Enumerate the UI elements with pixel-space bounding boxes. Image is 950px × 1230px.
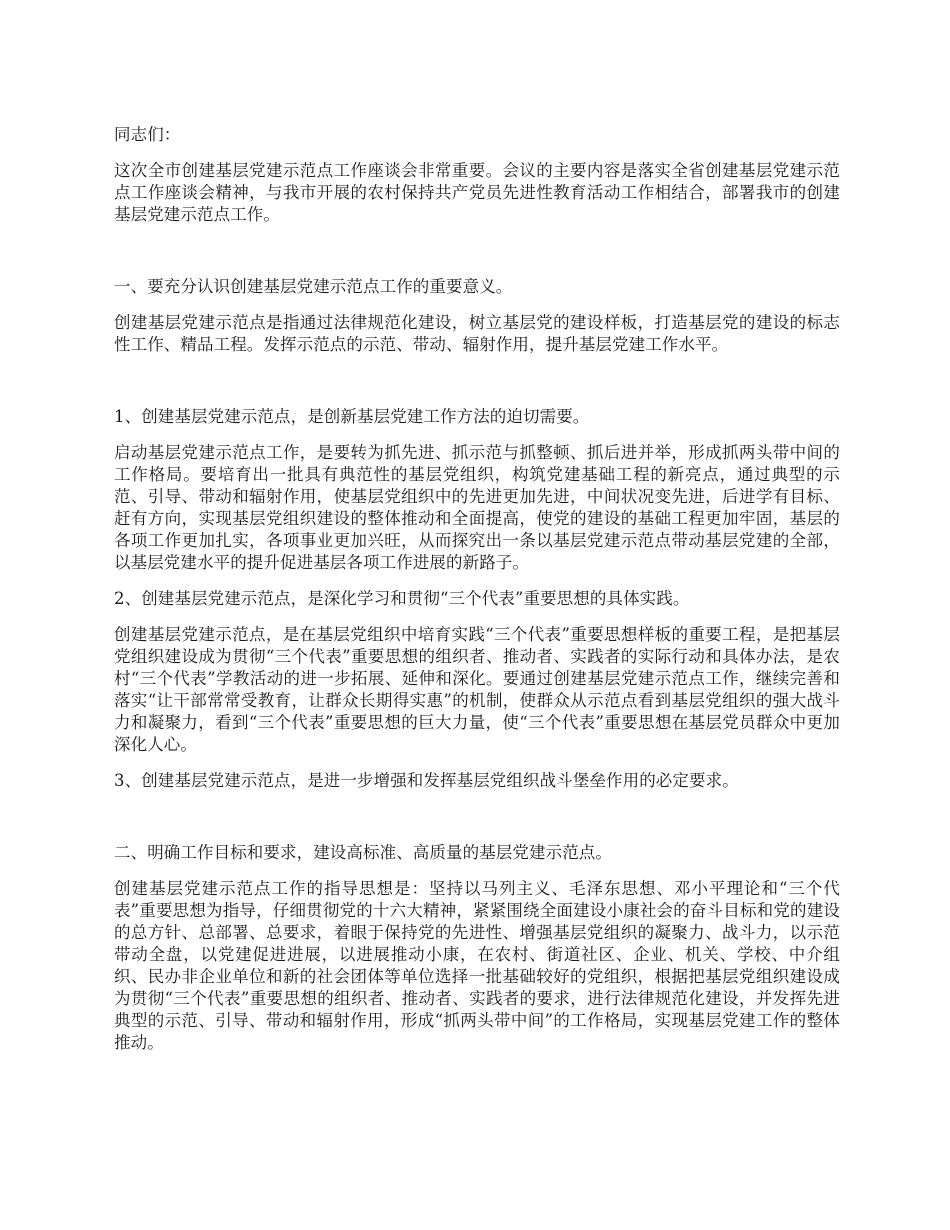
document-body [114, 124, 840, 1054]
paragraph: 创建基层党建示范点工作的指导思想是：坚持以马列主义、毛泽东思想、邓小平理论和“三个代表”重要思想为指导，仔细贯彻党的十六大精神，紧紧围绕全面建设小康社会的奋斗目标和党的建设的总方针、总部署、总要求，着眼于保持党的先进性、增强基层党组织的凝聚力、战斗力，以示范带动全盘，以党建促进进展，以进展推动小康，在农村、街道社区、企业、机关、学校、中介组织、民办非企业单位和新的社会团体等单位选择一批基础较好的党组织，根据把基层党组织建设成为贯彻“三个代表”重要思想的组织者、推动者、实践者的要求，进行法律规范化建设，并发挥先进典型的示范、引导、带动和辐射作用，形成“抓两头带中间”的工作格局，实现基层党建工作的整体推动。 [114, 879, 840, 1052]
salutation: 同志们： [114, 125, 181, 144]
subheading-2: 2、创建基层党建示范点，是深化学习和贯彻“三个代表”重要思想的具体实践。 [114, 589, 690, 608]
section-heading-1: 一、要充分认识创建基层党建示范点工作的重要意义。 [114, 277, 513, 296]
subheading-1: 1、创建基层党建示范点，是创新基层党建工作方法的迫切需要。 [114, 407, 590, 426]
subheading-3: 3、创建基层党建示范点，是进一步增强和发挥基层党组织战斗堡垒作用的必定要求。 [114, 771, 739, 790]
paragraph: 创建基层党建示范点是指通过法律规范化建设，树立基层党的建设样板，打造基层党的建设的标志性工作、精品工程。发挥示范点的示范、带动、辐射作用，提升基层党建工作水平。 [114, 313, 840, 354]
intro-paragraph: 这次全市创建基层党建示范点工作座谈会非常重要。会议的主要内容是落实全省创建基层党建示范点工作座谈会精神，与我市开展的农村保持共产党员先进性教育活动工作相结合，部署我市的创建基层党建示范点工作。 [114, 161, 840, 224]
paragraph: 创建基层党建示范点，是在基层党组织中培育实践“三个代表”重要思想样板的重要工程，是把基层党组织建设成为贯彻“三个代表”重要思想的组织者、推动者、实践者的实际行动和具体办法，是农村“三个代表”学教活动的进一步拓展、延伸和深化。要通过创建基层党建示范点工作，继续完善和落实“让干部常常受教育，让群众长期得实惠”的机制，使群众从示范点看到基层党组织的强大战斗力和凝聚力，看到“三个代表”重要思想的巨大力量，使“三个代表”重要思想在基层党员群众中更加深化人心。 [114, 625, 840, 754]
section-heading-2: 二、明确工作目标和要求，建设高标准、高质量的基层党建示范点。 [114, 843, 612, 862]
paragraph: 启动基层党建示范点工作，是要转为抓先进、抓示范与抓整顿、抓后进并举，形成抓两头带中间的工作格局。要培育出一批具有典范性的基层党组织，构筑党建基础工程的新亮点，通过典型的示范、引导、带动和辐射作用，使基层党组织中的先进更加先进，中间状况变先进，后进学有目标、赶有方向，实现基层党组织建设的整体推动和全面提高，使党的建设的基础工程更加牢固，基层的各项工作更加扎实，各项事业更加兴旺，从而探究出一条以基层党建示范点带动基层党建的全部，以基层党建水平的提升促进基层各项工作进展的新路子。 [114, 443, 840, 572]
